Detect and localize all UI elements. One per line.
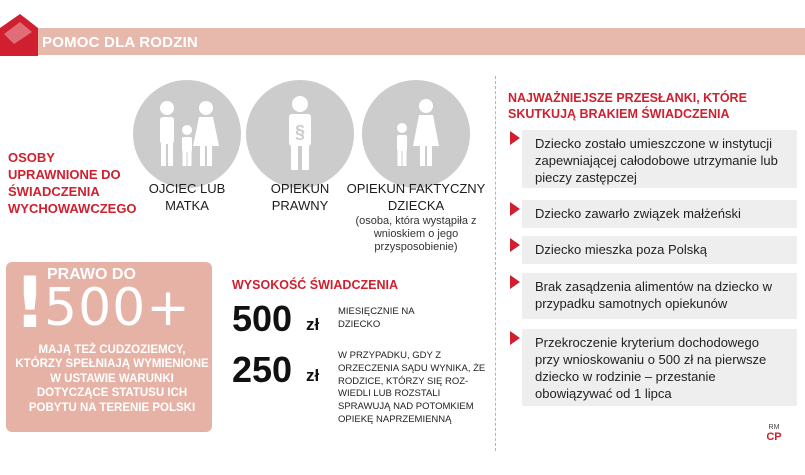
logo-rm: RM [768,424,780,431]
logo-mark: CP [766,431,782,443]
amount-value-500: 500 [232,298,293,339]
family-icon [133,80,241,188]
group-label-actual-guardian [346,181,486,254]
amount-unit-250: zł [306,366,320,385]
arrow-icon [510,275,520,289]
arrow-icon [510,202,520,216]
column-divider [495,76,496,451]
actual-guardian-label: OPIEKUN FAKTYCZNY DZIECKA [346,181,486,213]
amount-title: WYSOKOŚĆ ŚWIADCZENIA [232,278,398,292]
adult-child-icon [362,80,470,188]
promo-text: MAJĄ TEŻ CUDZOZIEMCY, KTÓRZY SPEŁNIAJĄ WYMIENIONE W USTAWIE WARUNKI DOTYCZĄCE STATUSU ICH POBYTU NA TERENIE POLSKI [15,344,209,414]
condition-item: Dziecko zostało umieszczone w instytucji zapewniającej całodobowe utrzymanie lub pieczy zastępczej [522,130,797,188]
amount-unit-500: zł [306,315,320,334]
condition-item: Dziecko mieszka poza Polską [522,236,797,264]
condition-item: Przekroczenie kryterium dochodowego przy wnioskowaniu o 500 zł na pierwsze dziecko w rodzinie – przestanie obowiązywać od 1 lipca [522,329,797,406]
arrow-icon [510,131,520,145]
amount-desc-250: W PRZYPADKU, GDY Z ORZECZENIA SĄDU WYNIKA, ŻE RODZICE, KTÓRZY SIĘ ROZ- WIEDLI LUB ROZSTALI SPRAWUJĄ NAD POTOMKIEM OPIEKĘ NAPRZEMIENNĄ [338,350,486,426]
condition-item: Brak zasądzenia alimentów na dziecko w przypadku samotnych opiekunów [522,273,797,319]
amount-desc-500: MIESIĘCZNIE NA DZIECKO [338,306,415,330]
amount-value-250: 250 [232,349,293,390]
group-label-parent: OJCIEC LUB MATKA [148,181,226,213]
legal-guardian-icon [246,80,354,188]
header-accent-icon [0,14,38,56]
arrow-icon [510,238,520,252]
page-title: POMOC DLA RODZIN [42,34,198,51]
group-label-legal-guardian: OPIEKUN PRAWNY [270,181,330,213]
conditions-title: NAJWAŻNIEJSZE PRZESŁANKI, KTÓRE SKUTKUJĄ BRAKIEM ŚWIADCZENIA [508,91,747,122]
promo-heading: PRAWO DO [47,266,136,283]
publisher-logo [761,424,787,443]
arrow-icon [510,331,520,345]
actual-guardian-sublabel: (osoba, która wystąpiła z wnioskiem o jego przysposobienie) [355,214,477,254]
svg-text:§: § [294,122,306,142]
promo-value: 500+ [44,278,191,338]
exclamation-icon: ! [14,262,46,344]
condition-item: Dziecko zawarło związek małżeński [522,200,797,228]
eligible-title: OSOBY UPRAWNIONE DO ŚWIADCZENIA WYCHOWAWCZEGO [8,150,137,216]
